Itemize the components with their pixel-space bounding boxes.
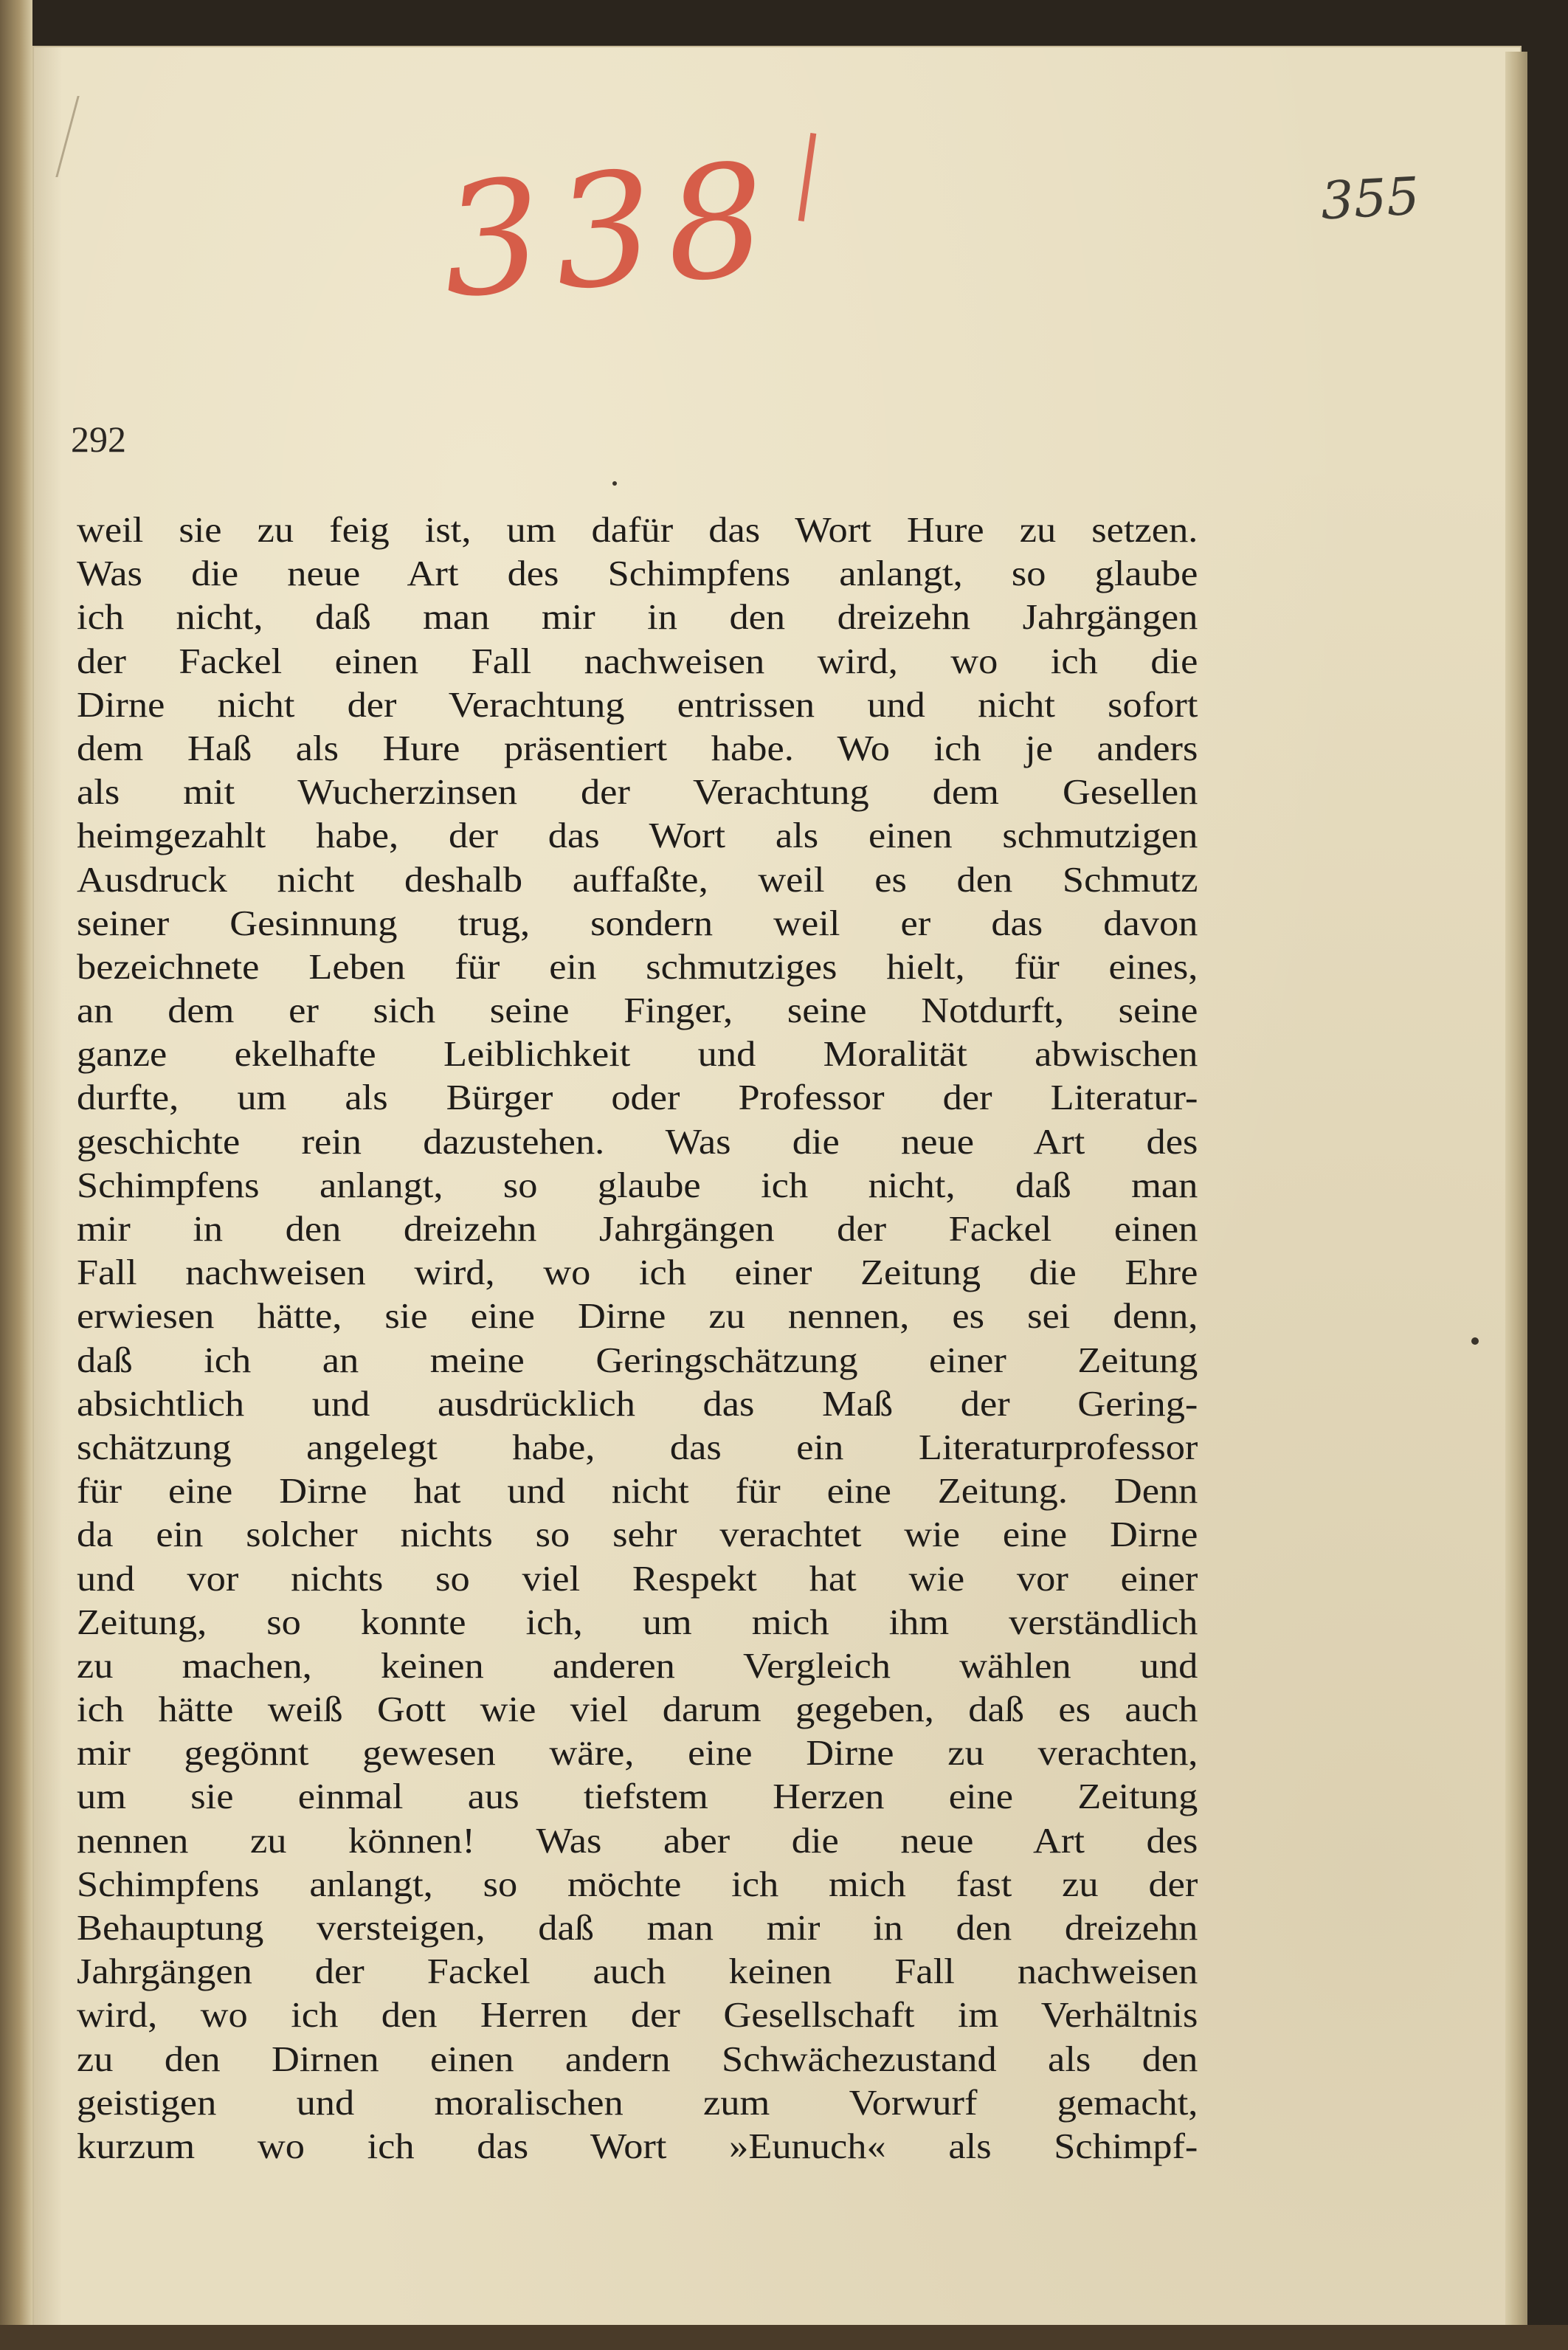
archive-number-red: 338 [437,128,784,333]
text-line: ich hätte weiß Gott wie viel darum gegeben, daß es auch [77,1689,1198,1730]
text-line: Schimpfens anlangt, so möchte ich mich fast zu der [77,1863,1198,1904]
text-line: daß ich an meine Geringschätzung einer Zeitung [77,1339,1198,1380]
text-line: und vor nichts so viel Respekt hat wie vor einer [77,1557,1198,1599]
text-line: Behauptung versteigen, daß man mir in den dreizehn [77,1907,1198,1948]
text-line: durfte, um als Bürger oder Professor der Literatur- [77,1077,1198,1118]
text-line: geistigen und moralischen zum Vorwurf gemacht, [77,2081,1198,2123]
ink-speck [612,481,617,486]
text-line: Was die neue Art des Schimpfens anlangt, so glaube [77,553,1198,594]
text-line: nennen zu können! Was aber die neue Art des [77,1819,1198,1861]
book-spine [0,0,32,2350]
text-line: als mit Wucherzinsen der Verachtung dem Gesellen [77,771,1198,813]
corner-number-handwritten: 355 [1319,165,1421,232]
page-number: 292 [71,418,126,460]
text-line: weil sie zu feig ist, um dafür das Wort Hure zu setzen. [77,509,1198,550]
text-line: zu machen, keinen anderen Vergleich wählen und [77,1644,1198,1686]
text-line: geschichte rein dazustehen. Was die neue Art des [77,1120,1198,1162]
text-line: um sie einmal aus tiefstem Herzen eine Zeitung [77,1776,1198,1817]
text-line: mir in den dreizehn Jahrgängen der Fackel einen [77,1208,1198,1249]
bottom-edge [0,2325,1568,2350]
text-line: Ausdruck nicht deshalb auffaßte, weil es den Schmutz [77,858,1198,900]
body-text [77,508,1198,2168]
text-line: seiner Gesinnung trug, sondern weil er das davon [77,902,1198,943]
text-line: an dem er sich seine Finger, seine Notdurft, seine [77,990,1198,1031]
text-line: da ein solcher nichts so sehr verachtet wie eine Dirne [77,1514,1198,1555]
text-line: Schimpfens anlangt, so glaube ich nicht, daß man [77,1164,1198,1205]
text-line: Zeitung, so konnte ich, um mich ihm verständlich [77,1601,1198,1642]
text-line: kurzum wo ich das Wort »Eunuch« als Schimpf- [77,2125,1198,2166]
text-line: dem Haß als Hure präsentiert habe. Wo ich je anders [77,727,1198,768]
text-line: mir gegönnt gewesen wäre, eine Dirne zu verachten, [77,1732,1198,1774]
text-line: erwiesen hätte, sie eine Dirne zu nennen, es sei denn, [77,1295,1198,1337]
page-edge [1505,52,1527,2347]
text-line: schätzung angelegt habe, das ein Literaturprofessor [77,1426,1198,1467]
text-line: heimgezahlt habe, der das Wort als einen schmutzigen [77,815,1198,856]
text-line: absichtlich und ausdrücklich das Maß der Gering- [77,1382,1198,1424]
text-line: ganze ekelhafte Leiblichkeit und Moralität abwischen [77,1033,1198,1075]
ink-speck [1471,1337,1479,1345]
text-line: Jahrgängen der Fackel auch keinen Fall nachweisen [77,1951,1198,1992]
text-line: zu den Dirnen einen andern Schwächezustand als den [77,2038,1198,2079]
text-line: ich nicht, daß man mir in den dreizehn Jahrgängen [77,596,1198,638]
text-line: bezeichnete Leben für ein schmutziges hielt, für eines, [77,945,1198,987]
text-line: der Fackel einen Fall nachweisen wird, wo ich die [77,640,1198,681]
text-line: Fall nachweisen wird, wo ich einer Zeitung die Ehre [77,1252,1198,1293]
text-line: wird, wo ich den Herren der Gesellschaft im Verhältnis [77,1994,1198,2036]
text-line: Dirne nicht der Verachtung entrissen und nicht sofort [77,683,1198,725]
text-line: für eine Dirne hat und nicht für eine Zeitung. Denn [77,1470,1198,1512]
